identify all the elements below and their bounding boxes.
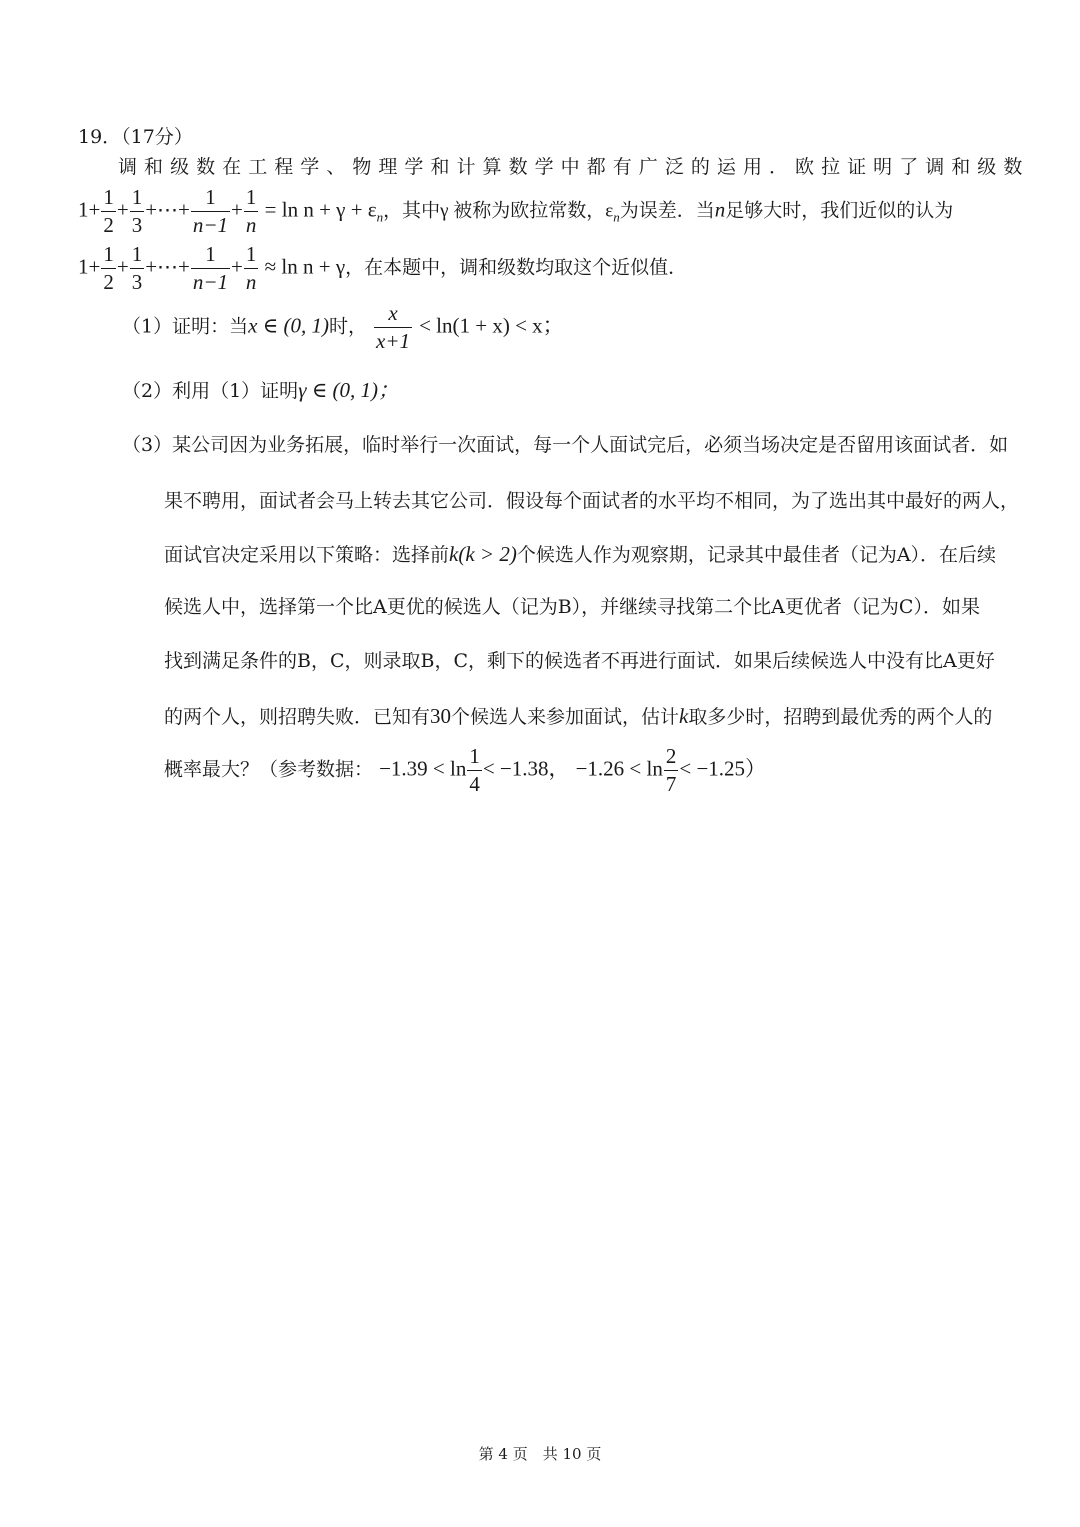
part-1-inequality: < ln(1 + x) < x； <box>419 313 564 338</box>
fraction-half: $\frac{1}{2}$ <box>103 185 114 237</box>
equation-rhs: = ln n + γ + ε <box>264 197 377 222</box>
part-3-line-6: 的两个人，则招聘失败．已知有30个候选人来参加面试，估计k取多少时，招聘到最优秀的两个人的 <box>164 704 993 728</box>
page-footer: 第 4 页 共 10 页 <box>478 1445 602 1463</box>
question-number: 19．（17分） <box>78 126 193 148</box>
harmonic-equation: 1+ $\frac{1}{2}$ + $\frac{1}{3}$ +⋯+ $\frac{1}{n-1}$ + $\frac{1}{n}$ = $\ln n + \gamma + \varepsilon_n$，其中γ 被称为欧拉常数，$\varepsilon_n$为误差．当n足够大时，我们近似的认为 <box>78 185 954 237</box>
candidate-count: 30 <box>430 704 452 728</box>
part-3-line-4: 候选人中，选择第一个比A更优的候选人（记为B），并继续寻找第二个比A更优者（记为C）．如果 <box>164 596 980 618</box>
fraction-third: $\frac{1}{3}$ <box>131 185 143 237</box>
intro-line-2-text: ，其中γ 被称为欧拉常数，ε <box>383 200 614 222</box>
intro-line-1: 调 和 级 数 在 工 程 学 、 物 理 学 和 计 算 数 学 中 都 有 广 泛 的 运 用 ． 欧 拉 证 明 了 调 和 级 数 <box>118 156 1023 178</box>
reference-1-right: < −1.38， <box>482 756 570 781</box>
approximation-rhs: ≈ ln n + γ <box>264 254 346 279</box>
harmonic-approximation: 1+ $\frac{1}{2}$ + $\frac{1}{3}$ +⋯+ $\frac{1}{n-1}$ + $\frac{1}{n}$ ≈ ln n + γ，在本题中，调和级数均取这个近似值． <box>78 242 688 294</box>
reference-1-left: −1.39 < ln <box>379 756 467 781</box>
intro-line-3-text: ，在本题中，调和级数均取这个近似值． <box>345 257 688 279</box>
fraction-n-minus-1: $\frac{1}{n-1}$ <box>192 185 229 237</box>
fraction-1-over-n: $\frac{1}{n}$ <box>245 185 257 237</box>
part-3-line-7: 概率最大？（参考数据： −1.39 < ln $\frac{1}{4}$ < −1.38， −1.26 < ln $\frac{2}{7}$ < −1.25） <box>164 744 767 796</box>
fraction-x-over-x-plus-1: $\frac{x}{x+1}$ <box>376 301 411 353</box>
part-2: （2）利用（1）证明γ ∈ (0, 1)； <box>122 378 399 402</box>
reference-2-left: −1.26 < ln <box>575 756 663 781</box>
fraction-quarter: $\frac{1}{4}$ <box>469 744 480 796</box>
term-one: 1+ <box>78 197 101 222</box>
part-3-line-3: 面试官决定采用以下策略：选择前k(k > 2)个候选人作为观察期，记录其中最佳者（记为A）．在后续 <box>164 542 997 566</box>
part-3-line-1: （3）某公司因为业务拓展，临时举行一次面试，每一个人面试完后，必须当场决定是否留用该面试者．如 <box>122 434 1009 456</box>
part-3-line-5: 找到满足条件的B，C，则录取B，C，剩下的候选者不再进行面试．如果后续候选人中没有比A更好 <box>164 650 995 672</box>
reference-2-right: < −1.25） <box>679 756 767 781</box>
k-condition: k(k > 2) <box>449 542 517 566</box>
fraction-two-sevenths: $\frac{2}{7}$ <box>665 744 677 796</box>
part-1-condition: x ∈ (0, 1) <box>248 313 329 338</box>
part-3-line-2: 果不聘用，面试者会马上转去其它公司．假设每个面试者的水平均不相同，为了选出其中最好的两人， <box>164 490 1020 512</box>
part-1: （1）证明：当x ∈ (0, 1)时， $\frac{x}{x+1}$ < ln(1 + x) < x； <box>122 301 564 353</box>
part-2-math: γ ∈ (0, 1)； <box>298 378 399 402</box>
